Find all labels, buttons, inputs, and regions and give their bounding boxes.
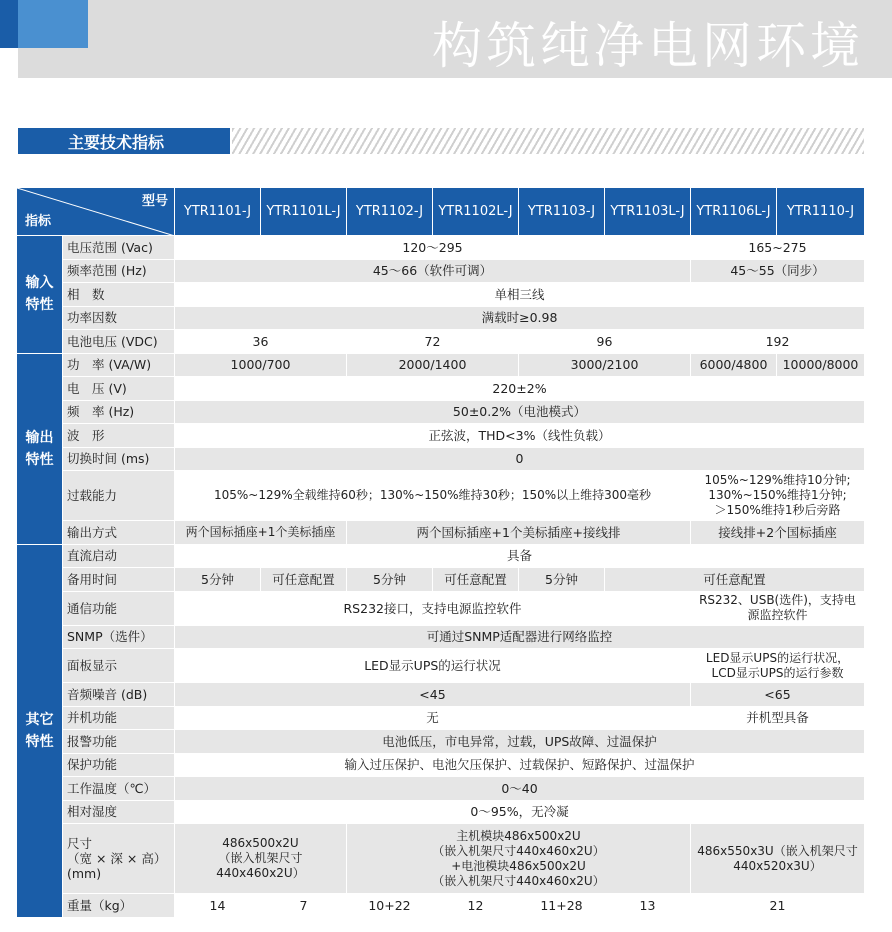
model-header: YTR1103-J <box>519 188 605 236</box>
cell: 接线排+2个国标插座 <box>691 521 865 545</box>
spec-table <box>16 187 865 918</box>
cell: 6000/4800 <box>691 353 777 377</box>
cell: 36 <box>175 330 347 354</box>
cell: 13 <box>605 894 691 918</box>
page-title: 构筑纯净电网环境 <box>432 17 864 75</box>
row-label: 保护功能 <box>63 753 175 777</box>
cell: 10000/8000 <box>777 353 865 377</box>
cell: 满载时≥0.98 <box>175 306 865 330</box>
model-header: YTR1102-J <box>347 188 433 236</box>
cell: 输入过压保护、电池欠压保护、过载保护、短路保护、过温保护 <box>175 753 865 777</box>
row-label: 频 率 (Hz) <box>63 400 175 424</box>
row-label: 并机功能 <box>63 706 175 730</box>
cell: 2000/1400 <box>347 353 519 377</box>
cell: 0 <box>175 447 865 471</box>
corner-model-label: 型号 <box>141 194 168 209</box>
cell: <65 <box>691 683 865 707</box>
section-hatch-decoration <box>232 128 864 154</box>
cell: 12 <box>433 894 519 918</box>
cell: 72 <box>347 330 519 354</box>
row-label: 通信功能 <box>63 591 175 625</box>
cell: <45 <box>175 683 691 707</box>
group-other: 其它 特性 <box>17 544 63 917</box>
banner-accent-block-light <box>18 0 88 48</box>
cell: 可通过SNMP适配器进行网络监控 <box>175 625 865 649</box>
cell: 21 <box>691 894 865 918</box>
row-label: 报警功能 <box>63 730 175 754</box>
cell: 220±2% <box>175 377 865 401</box>
cell: 两个国标插座+1个美标插座+接线排 <box>347 521 691 545</box>
cell: RS232接口，支持电源监控软件 <box>175 591 691 625</box>
model-header: YTR1110-J <box>777 188 865 236</box>
cell: 486x550x3U（嵌入机架尺寸 440x520x3U） <box>691 824 865 894</box>
row-label: 工作温度（℃） <box>63 777 175 801</box>
cell: 电池低压，市电异常，过载，UPS故障、过温保护 <box>175 730 865 754</box>
cell: 45～55（同步） <box>691 259 865 283</box>
cell: 可任意配置 <box>605 568 865 592</box>
cell: 可任意配置 <box>433 568 519 592</box>
row-label: 音频噪音 (dB) <box>63 683 175 707</box>
cell: 105%~129%全载维持60秒；130%~150%维持30秒；150%以上维持300毫秒 <box>175 471 691 521</box>
row-label: 功率因数 <box>63 306 175 330</box>
cell: 5分钟 <box>519 568 605 592</box>
row-label: 相 数 <box>63 283 175 307</box>
cell: 0～95%，无冷凝 <box>175 800 865 824</box>
row-label: 电压范围 (Vac) <box>63 236 175 260</box>
row-label: 备用时间 <box>63 568 175 592</box>
row-label: 面板显示 <box>63 649 175 683</box>
cell: 主机模块486x500x2U （嵌入机架尺寸440x460x2U） +电池模块486x500x2U （嵌入机架尺寸440x460x2U） <box>347 824 691 894</box>
cell: LED显示UPS的运行状况 <box>175 649 691 683</box>
cell: 0～40 <box>175 777 865 801</box>
model-header: YTR1106L-J <box>691 188 777 236</box>
row-label: 电 压 (V) <box>63 377 175 401</box>
row-label: 切换时间 (ms) <box>63 447 175 471</box>
cell: 11+28 <box>519 894 605 918</box>
row-label: 直流启动 <box>63 544 175 568</box>
cell: 96 <box>519 330 691 354</box>
row-label: 尺寸 （宽 × 深 × 高） (mm) <box>63 824 175 894</box>
table-corner-cell <box>17 188 175 236</box>
cell: 并机型具备 <box>691 706 865 730</box>
cell: 120～295 <box>175 236 691 260</box>
cell: RS232、USB(选件)，支持电 源监控软件 <box>691 591 865 625</box>
cell: 1000/700 <box>175 353 347 377</box>
cell: 无 <box>175 706 691 730</box>
cell: 165~275 <box>691 236 865 260</box>
row-label: 功 率 (VA/W) <box>63 353 175 377</box>
corner-index-label: 指标 <box>25 214 52 229</box>
cell: 单相三线 <box>175 283 865 307</box>
cell: 具备 <box>175 544 865 568</box>
cell: 14 <box>175 894 261 918</box>
cell: 7 <box>261 894 347 918</box>
row-label: 重量（kg） <box>63 894 175 918</box>
cell: 3000/2100 <box>519 353 691 377</box>
cell: 10+22 <box>347 894 433 918</box>
cell: 486x500x2U （嵌入机架尺寸 440x460x2U） <box>175 824 347 894</box>
group-output: 输出 特性 <box>17 353 63 544</box>
model-header: YTR1101-J <box>175 188 261 236</box>
row-label: 相对湿度 <box>63 800 175 824</box>
row-label: 波 形 <box>63 424 175 448</box>
row-label: 过载能力 <box>63 471 175 521</box>
cell: LED显示UPS的运行状况， LCD显示UPS的运行参数 <box>691 649 865 683</box>
model-header: YTR1103L-J <box>605 188 691 236</box>
group-input: 输入 特性 <box>17 236 63 354</box>
row-label: 频率范围 (Hz) <box>63 259 175 283</box>
cell: 105%~129%维持10分钟; 130%~150%维持1分钟; ＞150%维持1秒后旁路 <box>691 471 865 521</box>
cell: 45～66（软件可调） <box>175 259 691 283</box>
row-label: 电池电压 (VDC) <box>63 330 175 354</box>
cell: 两个国标插座+1个美标插座 <box>175 521 347 545</box>
cell: 50±0.2%（电池模式） <box>175 400 865 424</box>
row-label: SNMP（选件） <box>63 625 175 649</box>
cell: 可任意配置 <box>261 568 347 592</box>
cell: 5分钟 <box>175 568 261 592</box>
cell: 5分钟 <box>347 568 433 592</box>
row-label: 输出方式 <box>63 521 175 545</box>
model-header: YTR1102L-J <box>433 188 519 236</box>
cell: 正弦波，THD<3%（线性负载） <box>175 424 865 448</box>
model-header: YTR1101L-J <box>261 188 347 236</box>
cell: 192 <box>691 330 865 354</box>
section-title: 主要技术指标 <box>68 133 165 152</box>
